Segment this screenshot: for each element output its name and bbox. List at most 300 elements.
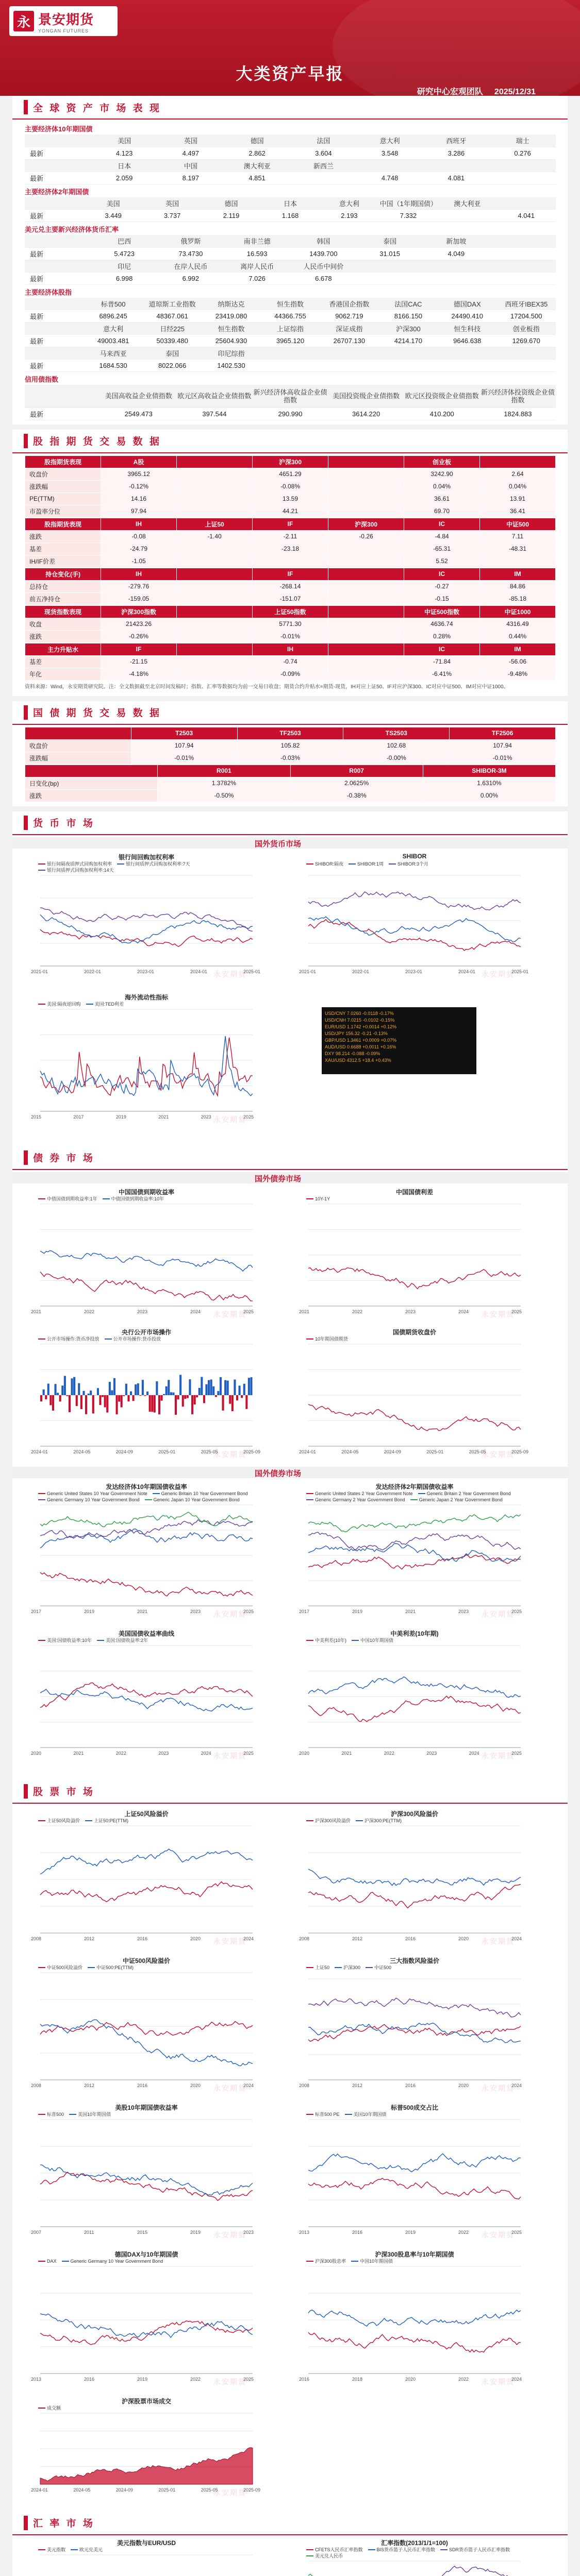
watermark: 永安期货 [482,1751,515,1760]
bar [182,1395,184,1406]
series-line [40,1882,253,1902]
table-cell: 105.82 [237,739,343,752]
x-tick-label: 2017 [73,1114,84,1120]
table-cell [328,543,404,555]
x-tick-label: 2020 [458,2082,469,2088]
table-cell: 4.049 [423,247,490,260]
table-cell: 上证综指 [261,323,320,335]
legend-label: 美元兑人民币 [315,2553,343,2558]
bar [97,1388,99,1395]
chart-title: 国债期货收盘价 [392,1328,436,1336]
legend-label: DAX [47,2258,57,2264]
column-header: 日本 [261,197,320,210]
table-cell: 印尼综指 [202,347,260,360]
bar [99,1395,101,1405]
table-cell: 49003.481 [84,335,142,347]
column-header: TF2506 [450,727,556,739]
c6-chart [23,1327,270,1461]
table-cell: 73.4730 [158,247,224,260]
c9-chart [291,1481,538,1620]
table-cell [253,555,328,567]
table-row [25,247,556,260]
bar [156,1381,158,1395]
column-header: 欧元区高收益企业债指数 [176,385,252,408]
chart-legend [306,1490,523,1503]
bar [137,1383,139,1395]
chart-title: 中国国债利差 [395,1188,433,1196]
column-header: 泰国 [357,235,423,247]
table-cell: 3965.120 [261,335,320,347]
table-cell: 在岸人民币 [158,260,224,272]
x-tick-label: 2025 [243,2376,254,2382]
chart-legend [38,2111,255,2117]
series-line [40,1683,253,1707]
x-tick-label: 2008 [299,1936,310,1941]
series-line [40,914,253,943]
x-tick-label: 2022 [84,1309,95,1314]
column-header [177,455,253,468]
bar [194,1395,196,1404]
legend-label: 沪深300股息率 [315,2258,346,2264]
column-header: 南非兰德 [224,235,290,247]
bar [151,1395,153,1412]
bar [43,1389,45,1395]
legend-item [345,2111,387,2117]
c11-chart [291,1628,538,1762]
legend-item [366,1964,391,1971]
table-cell: 8166.150 [379,310,438,323]
chart-legend [306,1818,523,1824]
legend-label: 中国10年期国债 [360,1637,394,1643]
row-label: 最新 [25,247,91,260]
table-cell [328,580,404,592]
table-cell: 2.64 [480,468,556,480]
table-cell: 84.86 [480,580,556,592]
column-header: IH [253,643,328,655]
x-tick-label: 2012 [84,2082,95,2088]
table-cell [328,668,404,680]
column-header: A股 [101,455,177,468]
table-cell: 4.497 [158,147,224,159]
quote-row: USD/CNY 7.0260 -0.0118 -0.17% [325,1010,394,1016]
table-cell: 1.168 [261,210,320,222]
bar [73,1377,75,1395]
x-tick-label: 2019 [190,2229,201,2235]
table-cell: 69.70 [404,505,480,517]
table-header-row [25,385,556,408]
bar [177,1395,179,1399]
x-tick-label: 2020 [299,1750,310,1756]
x-tick-label: 2025 [511,1750,522,1756]
chart-legend [38,1818,255,1824]
series-line [308,1514,521,1532]
bar [49,1395,52,1405]
bar [82,1391,85,1395]
column-header: TS2503 [343,727,450,739]
row-label [25,323,84,335]
column-header [25,197,84,210]
table-cell: 7.11 [480,530,556,543]
x-tick-label: 2021 [299,1309,310,1314]
column-header [25,134,91,147]
table-cell: 0.04% [480,480,556,493]
chart-title: 美股10年期国债收益率 [115,2104,178,2111]
table-cell: 397.544 [176,408,252,420]
logo-english: YONGAN FUTURES [38,28,89,33]
x-tick-label: 2025-09 [243,2487,261,2493]
bar [224,1380,226,1395]
bar [57,1393,59,1395]
legend-label: 中证500 [374,1964,392,1970]
bar [130,1391,132,1395]
x-tick-label: 2024 [511,2376,522,2382]
c7-chart [291,1327,538,1461]
column-header: 美国 [91,134,158,147]
legend-item [88,1964,134,1971]
table-cell: 恒生科技 [438,323,496,335]
column-header: 新兴经济体高收益企业债指数 [252,385,328,408]
bar [205,1384,207,1395]
table-cell: -151.07 [253,592,328,605]
legend-item [418,1490,511,1497]
watermark: 永安期货 [213,1310,246,1318]
chart-svg [23,2102,270,2241]
x-tick-label: 2025-09 [511,1449,529,1454]
x-tick-label: 2024-09 [384,1449,401,1454]
x-tick-label: 2023 [158,1750,169,1756]
column-header [177,568,253,580]
bar [191,1395,193,1414]
table-cell: 4316.49 [480,618,556,630]
legend-label: SDR货币篮子人民币汇率指数 [449,2547,510,2552]
credit-table [25,385,556,420]
row-label: 最新 [25,310,84,323]
column-header: 美国高收益企业债指数 [101,385,176,408]
table-row [25,655,556,668]
table-cell [423,260,490,272]
table-cell [177,618,253,630]
table-cell [328,618,404,630]
legend-item [306,861,343,867]
column-header [480,455,556,468]
legend-label: BIS货币篮子人民币汇率指数 [376,2547,436,2552]
legend-item [306,1637,346,1643]
chart-legend [38,2405,255,2411]
c22-chart [291,2537,538,2576]
column-header [177,643,253,655]
report-subtitle [417,85,536,96]
table-cell: 1269.670 [497,335,556,347]
x-tick-label: 2015 [31,1114,42,1120]
chart-svg [23,1327,270,1461]
table-row [25,555,556,567]
column-header [328,605,404,618]
chart-legend [306,1336,523,1342]
table-cell: 44.21 [253,505,328,517]
table-cell [177,468,253,480]
table-cell [177,480,253,493]
series-line [308,1544,521,1562]
c13-chart [291,1808,538,1947]
table-cell: 16.593 [224,247,290,260]
row-label: 涨跌 [25,530,101,543]
bar [127,1395,129,1401]
chart-title: 沪深股票市场成交 [121,2397,171,2405]
table-cell: -0.03% [237,752,343,764]
legend-item [38,1490,147,1497]
table-label: 主要经济体2年期国债 [25,188,89,196]
table-cell [177,555,253,567]
row-label: 涨跌 [25,630,101,642]
column-header: 主力升贴水 [25,643,101,655]
table-row [25,260,556,272]
column-header [25,727,131,739]
bar [212,1386,214,1395]
legend-item [117,861,190,867]
watermark: 永安期货 [213,2377,246,2386]
x-tick-label: 2015 [137,2229,148,2235]
x-tick-label: 2025-01 [158,1449,176,1454]
chart-svg [23,1808,270,1947]
column-header: 西班牙IBEX35 [497,298,556,310]
legend-label: Generic United States 10 Year Government Note [47,1490,147,1496]
column-header [328,643,404,655]
watermark: 永安期货 [482,1450,515,1459]
bar [175,1395,177,1415]
x-tick-label: 2016 [405,2082,416,2088]
x-tick-label: 2024 [243,1936,254,1941]
bar [64,1376,66,1395]
series-line [308,1404,521,1430]
table-cell [489,159,556,172]
table-row [25,272,556,284]
x-tick-label: 2022 [115,1750,126,1756]
table-cell: -24.79 [101,543,177,555]
series-line [40,2313,253,2337]
bar [227,1380,229,1395]
series-line [308,1554,521,1569]
legend-item [38,867,114,873]
legend-item [306,2547,363,2553]
x-tick-label: 2025 [511,2229,522,2235]
row-label: 最新 [25,335,84,347]
table-cell: 50339.480 [143,335,202,347]
x-tick-label: 2025 [511,1309,522,1314]
table-cell: 意大利 [84,323,142,335]
bar [146,1392,148,1395]
legend-label: 沪深300风险溢价 [315,1818,351,1823]
legend-label: Generic Germany 10 Year Government Bond [70,2258,163,2264]
fxrate-table [25,235,556,285]
section-header [12,1780,568,1803]
table-cell: 13.59 [253,493,328,505]
table-cell [177,630,253,642]
c15-chart [291,1955,538,2094]
table-cell: 0.276 [489,147,556,159]
table-cell [489,272,556,284]
chart-legend [38,2258,255,2264]
legend-item [38,2258,57,2264]
legend-item [38,1336,100,1342]
x-tick-label: 2019 [352,1608,363,1614]
x-tick-label: 2021 [405,1608,416,1614]
legend-item [306,2553,343,2559]
table-cell: 1439.700 [290,247,357,260]
bar [189,1379,191,1395]
bar [161,1395,163,1401]
table-cell: 5.4723 [91,247,158,260]
x-tick-label: 2017 [299,1608,310,1614]
bar [236,1395,238,1400]
series-line [40,1512,253,1527]
column-header: 英国 [143,197,202,210]
column-header: 新兴经济体投资级企业债指数 [480,385,556,408]
table-label: 美元兑主要新兴经济体货币汇率 [25,226,119,233]
futures-note: 资料来源：Wind，永安期货研究院。注：全文数据截至北京时间发稿时；指数、汇率等数据均为前一交易日收盘；期货合约升贴水=期货-现货，IH对应上证50、IF对应沪深300、IC对应中证500、IM对应中证1000。 [25,684,509,690]
table-cell [177,543,253,555]
x-tick-label: 2008 [31,2082,42,2088]
x-tick-label: 2021 [137,1608,148,1614]
column-header: IC [404,568,480,580]
x-tick-label: 2025-05 [201,1449,218,1454]
bar [55,1384,57,1395]
bar [66,1395,68,1396]
x-tick-label: 2019 [84,1608,95,1614]
quote-row: DXY 98.214 -0.088 -0.09% [325,1050,380,1056]
bar [111,1390,113,1395]
table-cell: 3965.12 [101,468,177,480]
table-cell [423,159,490,172]
table-cell: 107.94 [131,739,237,752]
quote-row: EUR/USD 1.1742 +0.0014 +0.12% [325,1024,397,1029]
x-tick-label: 2012 [84,1936,95,1941]
column-header: 道琼斯工业指数 [143,298,202,310]
bar [52,1395,54,1411]
table-cell [328,468,404,480]
table-cell: 14.16 [101,493,177,505]
table-row [25,323,556,335]
table-cell: 9646.638 [438,335,496,347]
legend-label: SHIBOR:3个月 [397,861,429,867]
x-tick-label: 2013 [299,2229,310,2235]
table-label: 信用债指数 [25,376,59,383]
area-series [40,2447,253,2484]
x-tick-label: 2025-01 [158,2487,176,2493]
watermark: 永安期货 [482,2377,515,2386]
x-tick-label: 2020 [190,2082,201,2088]
chart-legend [306,1964,523,1971]
table-cell: 6896.245 [84,310,142,323]
x-tick-label: 2024 [511,1936,522,1941]
bar [80,1395,82,1409]
c12-chart [23,1808,270,1947]
section-header [12,2512,568,2534]
legend-item [97,1637,148,1643]
legend-label: 中证500风险溢价 [47,1964,83,1970]
watermark: 永安期货 [213,1609,246,1618]
chart-svg [23,2396,270,2499]
chart-area [12,811,568,2576]
section-header [12,96,568,118]
table-cell: -71.84 [404,655,480,668]
chart-svg [291,1955,538,2094]
series-line [308,919,521,950]
column-header: 香港国企指数 [320,298,378,310]
column-header: 标普500 [84,298,142,310]
bar [135,1384,137,1395]
watermark: 永安期货 [213,2230,246,2239]
watermark: 永安期货 [213,1115,246,1124]
legend-item [335,1964,360,1971]
x-tick-label: 2020 [405,2376,416,2382]
table-row [25,493,556,505]
table-cell: -1.05 [101,555,177,567]
table-cell [177,580,253,592]
column-header: 创业板 [404,455,480,468]
section-header [12,811,568,834]
legend-item [306,1490,413,1497]
watermark: 永安期货 [482,1609,515,1618]
table-cell [357,159,423,172]
legend-item [351,2258,393,2264]
table-cell: 2.0625% [290,777,423,789]
bar [142,1380,144,1395]
c2-chart [291,852,538,980]
chart-svg [291,2249,538,2388]
bar [71,1378,73,1395]
futures-tables [12,452,568,681]
legend-item [389,861,428,867]
yield2-table [25,197,556,223]
table-row [25,752,556,764]
column-header: 现货指数表现 [25,605,101,618]
chart-title: 央行公开市场操作 [121,1328,171,1336]
series-line [308,1884,521,1908]
table-row [25,668,556,680]
table-row [25,159,556,172]
column-header: 中证500 [480,518,556,530]
table-row [25,480,556,493]
x-tick-label: 2012 [352,1936,363,1941]
x-tick-label: 2023 [458,1608,469,1614]
table-cell: 马来西亚 [84,347,142,360]
c17-chart [291,2102,538,2241]
column-header [25,298,84,310]
column-header: TF2503 [237,727,343,739]
column-header [177,605,253,618]
table-cell: 泰国 [143,347,202,360]
bar [245,1395,247,1409]
bar [187,1395,189,1398]
bar [179,1375,181,1395]
series-line [308,2310,521,2326]
legend-label: Generic Germany 2 Year Government Bond [315,1497,405,1502]
chart-legend [306,2111,523,2117]
legend-label: 美元指数 [47,2547,66,2552]
table-cell: 5771.30 [253,618,328,630]
bar [121,1395,123,1408]
table-cell: 7.332 [379,210,438,222]
table-cell: -56.06 [480,655,556,668]
table-cell [438,210,496,222]
legend-item [38,1001,81,1007]
table-cell: 新西兰 [290,159,357,172]
table-cell: -1.40 [177,530,253,543]
row-label [25,347,84,360]
table-cell [177,668,253,680]
c16-chart [23,2102,270,2241]
table-cell [423,272,490,284]
